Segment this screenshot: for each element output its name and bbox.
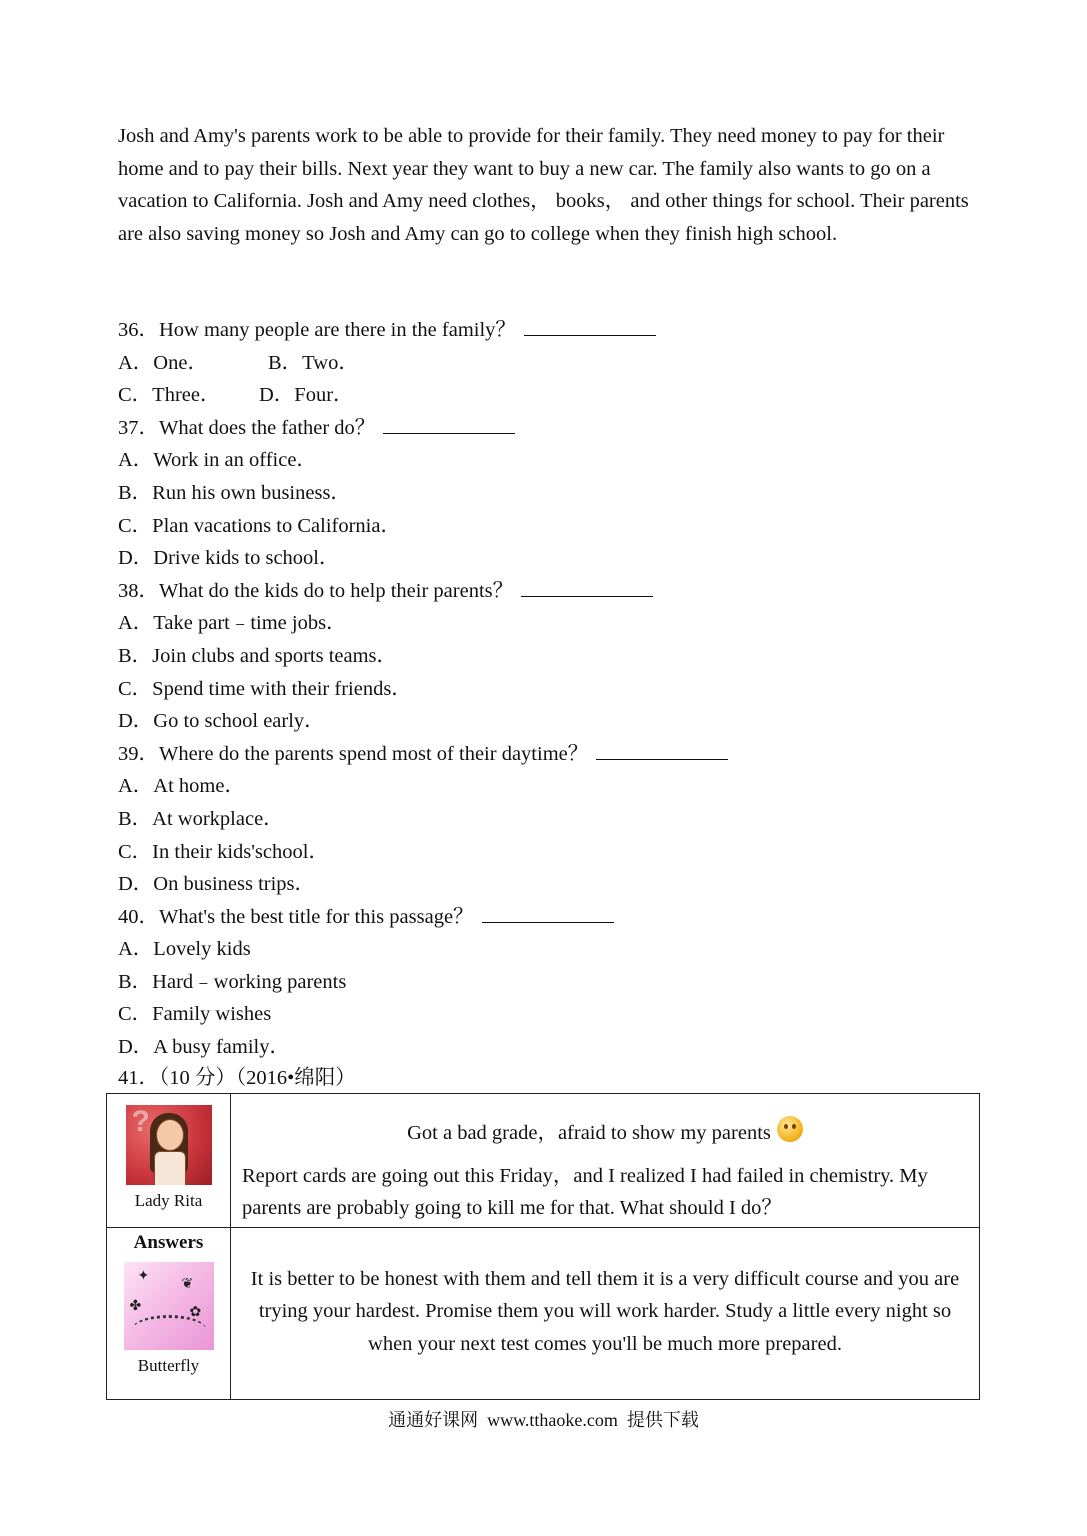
question-stem: 37．What does the father do？ <box>118 416 376 439</box>
option-d[interactable]: D．On business trips． <box>118 873 316 896</box>
option-c[interactable]: C．Three． <box>118 384 221 407</box>
page-footer: 通通好课网 www.tthaoke.com 提供下载 <box>388 1410 699 1430</box>
answer-author-cell <box>107 1227 231 1399</box>
answer-blank[interactable] <box>482 908 614 923</box>
option-c[interactable]: C．Spend time with their friends． <box>118 677 412 700</box>
question-40 <box>118 901 978 934</box>
option-c[interactable]: C．In their kids'school． <box>118 840 329 863</box>
answer-author-name: Butterfly <box>137 1355 200 1375</box>
option-a[interactable]: A．Take part﹣time jobs． <box>118 612 347 635</box>
question-stem: 40．What's the best title for this passage？ <box>118 905 474 928</box>
question-stem: 36．How many people are there in the family？ <box>118 319 516 341</box>
option-d[interactable]: D．Four． <box>259 384 354 407</box>
butterfly-avatar-icon: ✦ ❦ ✤ ✿ <box>124 1262 214 1350</box>
answer-body: It is better to be honest with them and tell them it is a very difficult course and you are trying your hardest. Promise them you will work harder. Study a little every night so when your next test comes you'll be much more prepared. <box>250 1267 960 1355</box>
answer-content-cell <box>231 1227 980 1399</box>
option-b[interactable]: B．At workplace． <box>118 807 284 830</box>
answer-blank[interactable] <box>383 419 515 434</box>
option-row <box>118 379 978 412</box>
option-d[interactable]: D．Go to school early． <box>118 710 325 733</box>
forum-post-table <box>106 1093 980 1400</box>
worried-face-icon <box>777 1116 803 1142</box>
post-body: Report cards are going out this Friday，and I realized I had failed in chemistry. My parents are probably going to kill me for that. What should I do？ <box>242 1164 928 1220</box>
option-a[interactable]: A．At home． <box>118 775 245 798</box>
post-author-cell <box>107 1094 231 1228</box>
reading-passage: Josh and Amy's parents work to be able to provide for their family. They need money to pay for their home and to pay their bills. Next year they want to buy a new car. The family also wants to go on a vacation to California. Josh and Amy need clothes， books， and other things for school. Their parents are also saving money so Josh and Amy can go to college when they finish high school. <box>118 125 969 245</box>
option-b[interactable]: B．Hard﹣working parents <box>118 970 347 993</box>
post-title: Got a bad grade，afraid to show my parents <box>231 1116 979 1150</box>
option-d[interactable]: D．Drive kids to school． <box>118 547 340 570</box>
post-author-name: Lady Rita <box>134 1191 203 1210</box>
answer-blank[interactable] <box>521 582 653 597</box>
question-36 <box>118 314 978 347</box>
question-38 <box>118 575 978 608</box>
option-a[interactable]: A．One． <box>118 351 208 374</box>
answer-blank[interactable] <box>524 321 656 336</box>
question-list <box>118 314 978 1064</box>
girl-avatar-icon: ? <box>126 1105 212 1185</box>
option-b[interactable]: B．Run his own business． <box>118 481 351 504</box>
question-39 <box>118 738 978 771</box>
question-41-header: 41．（10 分）（2016•绵阳） <box>118 1067 356 1089</box>
answers-heading: Answers <box>133 1231 204 1253</box>
option-d[interactable]: D．A busy family． <box>118 1036 290 1059</box>
post-content-cell <box>231 1094 980 1228</box>
option-a[interactable]: A．Lovely kids <box>118 938 251 961</box>
option-c[interactable]: C．Family wishes <box>118 1003 272 1026</box>
question-37 <box>118 412 978 445</box>
option-c[interactable]: C．Plan vacations to California． <box>118 514 401 537</box>
question-stem: 38．What do the kids do to help their parents？ <box>118 579 514 602</box>
option-b[interactable]: B．Two． <box>268 351 359 374</box>
option-b[interactable]: B．Join clubs and sports teams． <box>118 644 398 667</box>
option-row <box>118 347 978 380</box>
question-stem: 39．Where do the parents spend most of their daytime？ <box>118 742 589 765</box>
option-a[interactable]: A．Work in an office． <box>118 449 317 472</box>
answer-blank[interactable] <box>596 745 728 760</box>
